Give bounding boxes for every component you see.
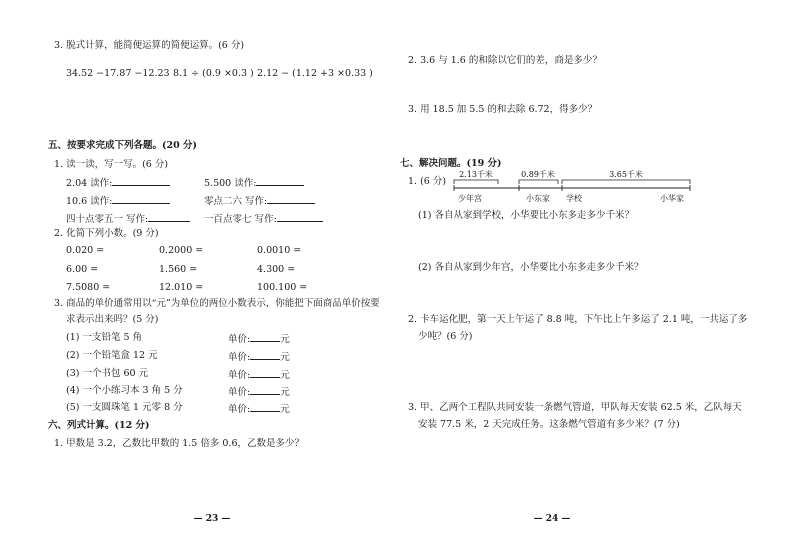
section7-title: 七、解决问题。(19 分)	[400, 158, 502, 169]
answer-blank[interactable]	[250, 332, 280, 342]
q3-item-2: 8.1 ÷ (0.9 ×0.3 )	[173, 68, 254, 79]
s5q2-item-3: 0.0010 =	[257, 245, 302, 256]
distance-label-3: 3.65千米	[609, 170, 643, 179]
q3-item-3: 2.12 − (1.12 +3 ×0.33 )	[257, 68, 373, 79]
s5q3-item-1: (1) 一支铅笔 5 角	[66, 332, 143, 343]
answer-blank[interactable]	[250, 350, 280, 360]
brace-xiaodong-to-school	[519, 180, 558, 184]
place-school: 学校	[566, 194, 582, 203]
place-xiaodong: 小东家	[526, 194, 550, 203]
price-field-1: 单价: 元	[228, 334, 290, 345]
s5q2-item-2: 0.2000 =	[159, 245, 204, 256]
s5q3-item-2: (2) 一个铅笔盒 12 元	[66, 350, 158, 361]
answer-blank[interactable]	[250, 402, 280, 412]
s5q2-item-5: 1.560 =	[159, 264, 198, 275]
price-field-3: 单价: 元	[228, 370, 290, 381]
s5q1-item-5: 四十点零五一 写作:	[66, 212, 190, 226]
brace-school-to-xiaohua	[562, 180, 690, 184]
price-field-4: 单价: 元	[228, 387, 290, 398]
s5q1-item-6: 一百点零七 写作:	[204, 212, 323, 226]
s5q1-title: 1. 读一读，写一写。(6 分)	[54, 159, 169, 170]
q3-title: 3. 脱式计算，能简便运算的简便运算。(6 分)	[54, 40, 245, 51]
right-page	[400, 0, 800, 560]
s5q2-item-6: 4.300 =	[257, 264, 296, 275]
place-xiaohua: 小华家	[660, 194, 684, 203]
answer-blank[interactable]	[250, 385, 280, 395]
answer-blank[interactable]	[277, 212, 323, 222]
s7q2-line2: 少吨？(6 分)	[418, 331, 473, 342]
s6q1: 1. 甲数是 3.2，乙数比甲数的 1.5 倍多 0.6，乙数是多少？	[54, 438, 304, 449]
s7q2-line1: 2. 卡车运化肥，第一天上午运了 8.8 吨，下午比上午多运了 2.1 吨，一共运了多	[408, 314, 748, 325]
s5q3-item-3: (3) 一个书包 60 元	[66, 368, 149, 379]
s5q3-item-5: (5) 一支圆珠笔 1 元零 8 分	[66, 402, 183, 413]
price-field-2: 单价: 元	[228, 352, 290, 363]
s5q2-title: 2. 化简下列小数。(9 分)	[54, 228, 159, 239]
s5q1-item-2: 5.500 读作:	[204, 176, 304, 190]
answer-blank[interactable]	[148, 212, 190, 222]
section6-title: 六、列式计算。(12 分)	[48, 420, 150, 431]
distance-label-1: 2.13千米	[459, 170, 493, 179]
brace-shaonian-to-xiaodong	[454, 180, 498, 184]
r-q3: 3. 用 18.5 加 5.5 的和去除 6.72，得多少？	[408, 104, 598, 115]
distance-diagram	[448, 168, 698, 208]
s5q2-item-8: 12.010 =	[159, 282, 204, 293]
s5q3-line2: 求表示出来吗？(5 分)	[66, 314, 159, 325]
s5q2-item-4: 6.00 =	[66, 264, 99, 275]
place-shaonian: 少年宫	[458, 194, 482, 203]
price-field-5: 单价: 元	[228, 404, 290, 415]
s5q1-item-1: 2.04 读作:	[66, 176, 170, 190]
q3-item-1: 34.52 −17.87 −12.23	[66, 68, 170, 79]
s5q1-item-4: 零点二六 写作:	[204, 194, 315, 208]
r-q2: 2. 3.6 与 1.6 的和除以它们的差，商是多少？	[408, 55, 602, 66]
s5q3-item-4: (4) 一个小练习本 3 角 5 分	[66, 385, 183, 396]
s5q1-item-3: 10.6 读作:	[66, 194, 170, 208]
s5q2-item-1: 0.020 =	[66, 245, 105, 256]
s7q1-sub1: (1) 各自从家到学校，小华要比小东多走多少千米？	[418, 210, 634, 221]
answer-blank[interactable]	[267, 194, 315, 204]
answer-blank[interactable]	[112, 176, 170, 186]
page-number-right: — 24 —	[533, 514, 571, 524]
s5q2-item-9: 100.100 =	[257, 282, 308, 293]
answer-blank[interactable]	[256, 176, 304, 186]
s7q1-sub2: (2) 各自从家到少年宫，小华要比小东多走多少千米？	[418, 262, 644, 273]
section5-title: 五、按要求完成下列各题。(20 分)	[48, 140, 198, 151]
answer-blank[interactable]	[112, 194, 170, 204]
answer-blank[interactable]	[250, 368, 280, 378]
distance-label-2: 0.89千米	[521, 170, 555, 179]
s7q3-line1: 3. 甲、乙两个工程队共同安装一条燃气管道，甲队每天安装 62.5 米，乙队每天	[408, 402, 742, 413]
s5q3-line1: 3. 商品的单价通常用以“元”为单位的两位小数表示，你能把下面商品单价按要	[54, 298, 380, 309]
s7q1-label: 1. (6 分)	[408, 176, 447, 187]
s5q2-item-7: 7.5080 =	[66, 282, 111, 293]
s7q3-line2: 安装 77.5 米，2 天完成任务。这条燃气管道有多少米？(7 分)	[418, 419, 680, 430]
page-number-left: — 23 —	[193, 514, 231, 524]
